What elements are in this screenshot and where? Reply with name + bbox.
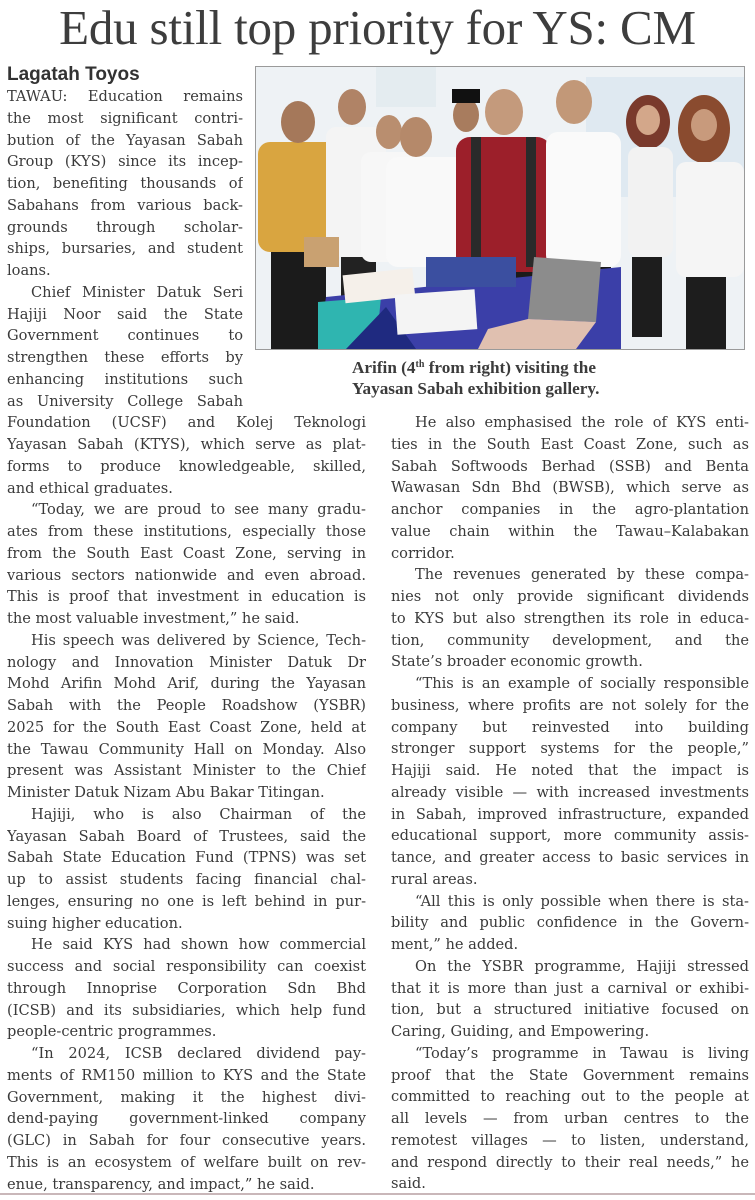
- article-line: stronger support systems for the people,”: [391, 740, 749, 758]
- article-line: He said KYS had shown how commercial: [31, 936, 366, 954]
- article-line: ships, bursaries, and student: [7, 240, 243, 258]
- article-line: the Tawau Community Hall on Monday. Also: [7, 740, 366, 758]
- article-line: bution of the Yayasan Sabah: [7, 131, 243, 149]
- article-line: anchor companies in the agro-plantation: [391, 501, 749, 518]
- article-line: through Innoprise Corporation Sdn Bhd: [7, 979, 366, 997]
- article-line: The revenues generated by these compa-: [415, 566, 749, 584]
- article-line: tion, but a structured initiative focused on: [391, 1001, 749, 1019]
- article-line: success and social responsibility can coexist: [7, 958, 366, 975]
- article-line: said.: [391, 1175, 426, 1193]
- article-line: Sabah Softwoods Berhad (SSB) and Benta: [391, 457, 749, 475]
- byline: Lagatah Toyos: [7, 64, 140, 85]
- article-line: “This is an example of socially responsible: [415, 675, 749, 692]
- article-line: Caring, Guiding, and Empowering.: [391, 1023, 650, 1040]
- article-column-left: [7, 86, 366, 1195]
- article-line: present was Assistant Minister to the Chief: [7, 762, 366, 780]
- article-line: the most significant contri-: [7, 109, 243, 127]
- article-line: This is proof that investment in education is: [7, 588, 366, 606]
- article-line: This is an ecosystem of welfare built on rev-: [7, 1153, 366, 1171]
- article-line: from the South East Coast Zone, serving in: [7, 544, 366, 562]
- article-line: (GLC) in Sabah for four consecutive years.: [7, 1132, 366, 1149]
- article-line: rural areas.: [391, 870, 478, 888]
- article-line: loans.: [7, 262, 51, 279]
- caption-line-1: Arifin (4th from right) visiting the: [352, 358, 596, 377]
- article-line: His speech was delivered by Science, Tech-: [31, 631, 366, 649]
- article-line: Hajiji, who is also Chairman of the: [31, 805, 366, 823]
- article-line: as University College Sabah: [7, 392, 243, 410]
- article-line: all levels — from urban centres to the: [391, 1110, 749, 1127]
- article-line: enhancing institutions such: [7, 370, 243, 388]
- article-line: dend-paying government-linked company: [7, 1110, 366, 1128]
- article-line: and ethical graduates.: [7, 479, 173, 497]
- article-line: remotest villages — to listen, understand,: [391, 1131, 749, 1149]
- article-line: Foundation (UCSF) and Kolej Teknologi: [7, 414, 366, 432]
- article-line: strengthen these efforts by: [7, 349, 243, 366]
- article-line: ment,” he added.: [391, 936, 519, 953]
- article-line: nology and Innovation Minister Datuk Dr: [7, 653, 366, 671]
- article-line: Hajiji said. He noted that the impact is: [391, 762, 749, 779]
- article-line: corridor.: [391, 544, 455, 562]
- article-line: people-centric programmes.: [7, 1023, 217, 1041]
- article-line: “Today, we are proud to see many gradu-: [31, 501, 366, 519]
- article-line: proof that the State Government remains: [391, 1066, 749, 1084]
- article-line: Minister Datuk Nizam Abu Bakar Titingan.: [7, 784, 325, 801]
- headline: Edu still top priority for YS: CM: [59, 0, 696, 55]
- article-line: educational support, more community assis-: [391, 827, 749, 845]
- article-line: Yayasan Sabah (KTYS), which serve as plat-: [7, 436, 366, 453]
- article-line: Hajiji Noor said the State: [7, 305, 243, 323]
- photo-caption: [352, 357, 599, 399]
- article-line: (ICSB) and its subsidiaries, which help fund: [7, 1001, 366, 1019]
- article-line: tance, and greater access to basic services in: [391, 849, 749, 866]
- article-line: Group (KYS) since its incep-: [7, 153, 243, 171]
- article-line: already visible — with increased investments: [391, 783, 749, 801]
- article-line: ments of RM150 million to KYS and the State: [7, 1066, 366, 1084]
- article-line: TAWAU: Education remains: [7, 88, 243, 105]
- article-line: Sabahans from various back-: [7, 196, 243, 214]
- article-line: ties in the South East Coast Zone, such as: [391, 435, 749, 453]
- article-line: that it is more than just a carnival or exhibi-: [391, 979, 749, 997]
- article-line: enue, transparency, and impact,” he said.: [7, 1175, 315, 1193]
- article-line: On the YSBR programme, Hajiji stressed: [415, 957, 749, 975]
- article-line: and respond directly to their real needs,” he: [391, 1153, 749, 1171]
- article-line: value chain within the Tawau–Kalabakan: [391, 522, 749, 540]
- article-line: suing higher education.: [7, 914, 183, 932]
- article-line: Government continues to: [7, 327, 243, 345]
- bottom-rule: [0, 1193, 755, 1195]
- article-line: “Today’s programme in Tawau is living: [415, 1044, 749, 1062]
- article-line: Government, making it the highest divi-: [7, 1088, 366, 1106]
- article-line: State’s broader economic growth.: [391, 653, 643, 671]
- article-line: committed to reaching out to the people at: [391, 1088, 749, 1106]
- article-line: “All this is only possible when there is sta-: [415, 892, 749, 910]
- article-line: Mohd Arifin Mohd Arif, during the Yayasan: [7, 675, 366, 693]
- article-line: Chief Minister Datuk Seri: [31, 283, 243, 301]
- article-line: bility and public confidence in the Govern-: [391, 914, 749, 932]
- article-column-right: [391, 412, 749, 1195]
- article-line: tion, benefiting thousands of: [7, 175, 243, 192]
- caption-line-2: Yayasan Sabah exhibition gallery.: [352, 379, 600, 398]
- article-line: grounds through scholar-: [7, 218, 243, 236]
- article-line: in Sabah, improved infrastructure, expanded: [391, 805, 749, 823]
- article-line: the most valuable investment,” he said.: [7, 610, 300, 627]
- article-line: tion, community development, and the: [391, 631, 749, 649]
- article-line: various sectors nationwide and even abroad.: [7, 566, 366, 584]
- article-line: up to assist students facing financial chal-: [7, 871, 366, 888]
- article-line: Yayasan Sabah Board of Trustees, said the: [7, 827, 366, 845]
- article-line: Wawasan Sdn Bhd (BWSB), which serve as: [391, 479, 749, 497]
- article-line: business, where profits are not solely for the: [391, 696, 749, 714]
- article-line: company but reinvested into building: [391, 718, 749, 736]
- article-line: lenges, ensuring no one is left behind in pur-: [7, 892, 366, 910]
- article-line: to KYS but also strengthen its role in educa-: [391, 609, 749, 627]
- article-line: nies not only provide significant dividends: [391, 588, 749, 605]
- article-line: forms to produce knowledgeable, skilled,: [7, 457, 366, 475]
- article-line: Sabah State Education Fund (TPNS) was set: [7, 849, 366, 867]
- article-line: ates from these institutions, especially those: [7, 523, 366, 540]
- article-line: “In 2024, ICSB declared dividend pay-: [31, 1045, 366, 1062]
- article-line: 2025 for the South East Coast Zone, held at: [7, 718, 366, 736]
- article-line: He also emphasised the role of KYS enti-: [415, 414, 749, 431]
- article-line: Sabah with the People Roadshow (YSBR): [7, 697, 366, 714]
